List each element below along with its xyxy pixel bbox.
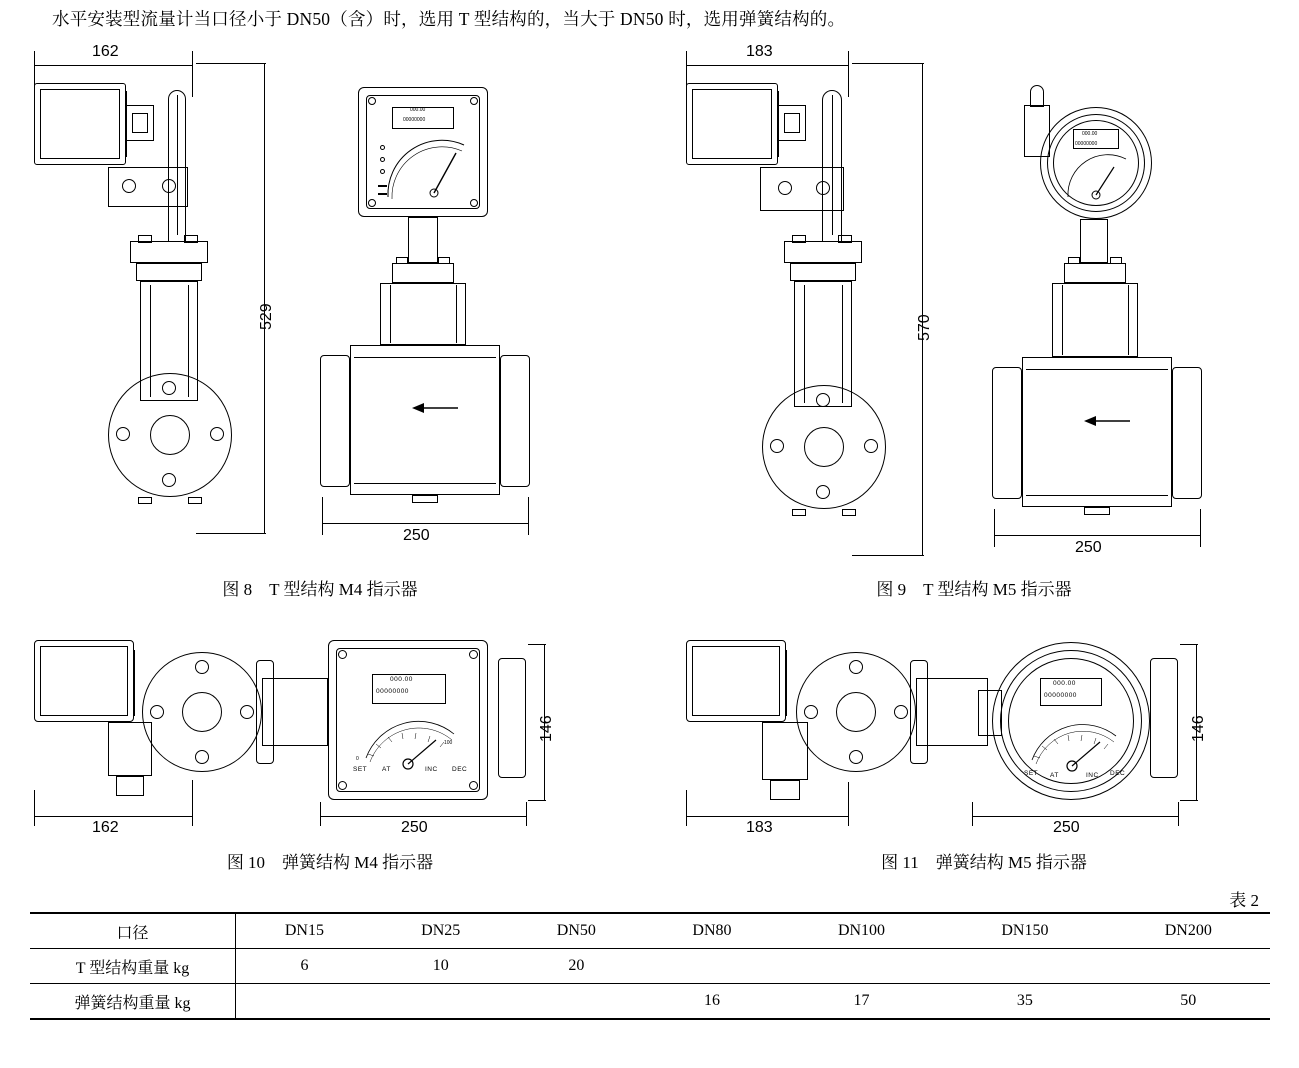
header-cell-5: DN100 xyxy=(780,913,943,949)
dim-250: 250 xyxy=(1053,819,1080,836)
row-label: T 型结构重量 kg xyxy=(30,949,236,984)
fig9-display-upper: 000.00 xyxy=(1082,131,1098,137)
figure-9-drawing xyxy=(672,45,1272,575)
row-label: 弹簧结构重量 kg xyxy=(30,984,236,1020)
cell xyxy=(943,949,1106,984)
fig10-key-set: SET xyxy=(353,766,368,773)
dim-162: 162 xyxy=(92,819,119,836)
dim-183: 183 xyxy=(746,819,773,836)
fig10-display-lower: 00000000 xyxy=(376,688,409,695)
figure-8-drawing xyxy=(20,45,620,575)
fig10-key-dec: DEC xyxy=(452,766,468,773)
figure-9-caption: 图 9 T 型结构 M5 指示器 xyxy=(876,580,1072,599)
flow-arrow-icon xyxy=(412,400,462,416)
dim-250: 250 xyxy=(401,819,428,836)
fig11-key-at: AT xyxy=(1050,772,1059,779)
dim-529: 529 xyxy=(258,303,275,330)
fig11-display-lower: 00000000 xyxy=(1044,692,1077,699)
fig10-key-at: AT xyxy=(382,766,391,773)
fig8-dial xyxy=(372,131,476,205)
header-cell-6: DN150 xyxy=(943,913,1106,949)
table-label: 表 2 xyxy=(1229,891,1259,910)
flow-arrow-icon xyxy=(1084,413,1134,429)
fig8-display-upper: 000.00 xyxy=(410,107,426,113)
header-cell-1: DN15 xyxy=(236,913,373,949)
cell: 35 xyxy=(943,984,1106,1020)
fig10-key-inc: INC xyxy=(425,766,438,773)
dim-250: 250 xyxy=(403,527,430,544)
table-row xyxy=(30,949,1270,984)
fig8-display-lower: 00000000 xyxy=(403,117,426,123)
header-cell-7: DN200 xyxy=(1107,913,1270,949)
fig11-key-inc: INC xyxy=(1086,772,1099,779)
figure-11-caption: 图 11 弹簧结构 M5 指示器 xyxy=(881,853,1087,872)
fig9-display-lower: 00000000 xyxy=(1075,141,1098,147)
dim-146: 146 xyxy=(1190,715,1207,742)
header-cell-3: DN50 xyxy=(509,913,645,949)
cell xyxy=(373,984,509,1020)
spec-table xyxy=(30,912,1270,1020)
cell: 17 xyxy=(780,984,943,1020)
fig11-display-upper: 000.00 xyxy=(1053,680,1076,687)
cell: 20 xyxy=(509,949,645,984)
fig9-dial xyxy=(1058,149,1136,207)
cell xyxy=(780,949,943,984)
figure-8-caption: 图 8 T 型结构 M4 指示器 xyxy=(222,580,418,599)
dim-146: 146 xyxy=(538,715,555,742)
header-cell-2: DN25 xyxy=(373,913,509,949)
cell xyxy=(509,984,645,1020)
table-row xyxy=(30,984,1270,1020)
dim-183: 183 xyxy=(746,43,773,60)
cell: 10 xyxy=(373,949,509,984)
dim-250: 250 xyxy=(1075,539,1102,556)
cell xyxy=(644,949,780,984)
header-cell-4: DN80 xyxy=(644,913,780,949)
figure-10-drawing xyxy=(20,630,620,840)
cell xyxy=(236,984,373,1020)
cell: 16 xyxy=(644,984,780,1020)
fig10-display-upper: 000.00 xyxy=(390,676,413,683)
fig11-key-dec: DEC xyxy=(1110,770,1126,777)
dim-570: 570 xyxy=(916,314,933,341)
fig11-key-set: SET xyxy=(1024,770,1039,777)
cell: 50 xyxy=(1107,984,1270,1020)
table-header-row xyxy=(30,913,1270,949)
figure-11-drawing xyxy=(672,630,1272,840)
fig10-scale-100: 100 xyxy=(444,740,453,746)
cell: 6 xyxy=(236,949,373,984)
figure-10-caption: 图 10 弹簧结构 M4 指示器 xyxy=(226,853,434,872)
header-cell-0: 口径 xyxy=(30,913,236,949)
fig10-scale-0: 0 xyxy=(356,756,359,762)
cell xyxy=(1107,949,1270,984)
dim-162: 162 xyxy=(92,43,119,60)
intro-paragraph: 水平安装型流量计当口径小于 DN50（含）时，选用 T 型结构的，当大于 DN50 时，选用弹簧结构的。 xyxy=(52,9,846,29)
